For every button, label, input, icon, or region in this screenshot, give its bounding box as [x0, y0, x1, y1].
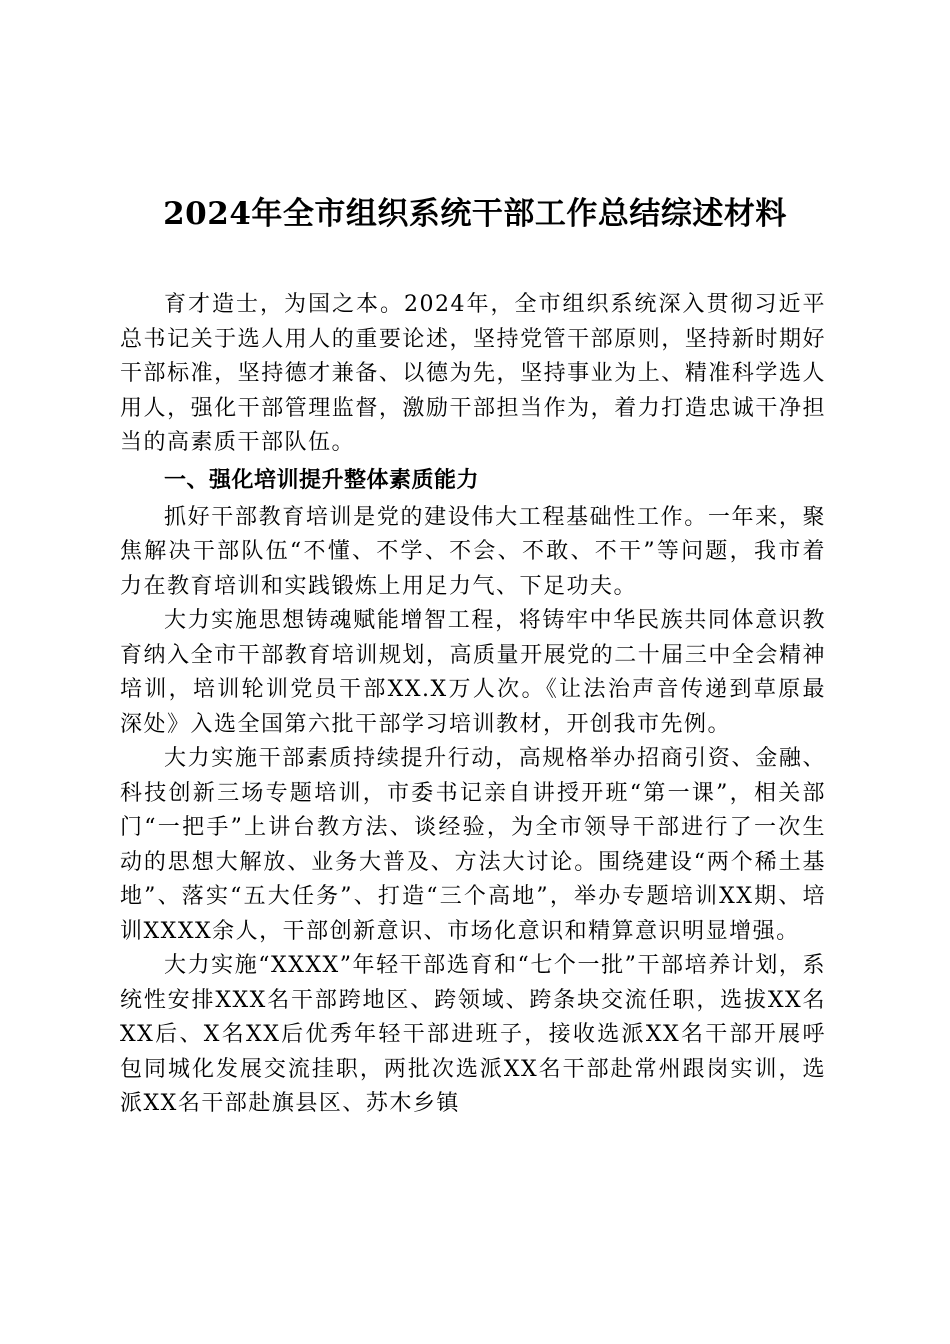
body-paragraph: 大力实施思想铸魂赋能增智工程，将铸牢中华民族共同体意识教育纳入全市干部教育培训规划，高质量开展党的二十届三中全会精神培训，培训轮训党员干部XX.X万人次。《让法治声音传递到草原最深处》入选全国第六批干部学习培训教材，开创我市先例。: [120, 608, 826, 737]
body-paragraph: 大力实施“XXXX”年轻干部选育和“七个一批”干部培养计划，系统性安排XXX名干部跨地区、跨领域、跨条块交流任职，选拔XX名XX后、X名XX后优秀年轻干部进班子，接收选派XX名干部开展呼包同城化发展交流挂职，两批次选派XX名干部赴常州跟岗实训，选派XX名干部赴旗县区、苏木乡镇: [120, 953, 826, 1116]
body-paragraph: 抓好干部教育培训是党的建设伟大工程基础性工作。一年来，聚焦解决干部队伍“不懂、不学、不会、不敢、不干”等问题，我市着力在教育培训和实践锻炼上用足力气、下足功夫。: [120, 504, 826, 599]
intro-paragraph: 育才造士，为国之本。2024年，全市组织系统深入贯彻习近平总书记关于选人用人的重要论述，坚持党管干部原则，坚持新时期好干部标准，坚持德才兼备、以德为先，坚持事业为上、精准科学选人用人，强化干部管理监督，激励干部担当作为，着力打造忠诚干净担当的高素质干部队伍。: [120, 292, 826, 455]
document-body: [120, 288, 826, 1122]
document-title: 2024年全市组织系统干部工作总结综述材料: [163, 195, 787, 232]
section-heading: 一、强化培训提升整体素质能力: [164, 467, 480, 493]
body-paragraph: 大力实施干部素质持续提升行动，高规格举办招商引资、金融、科技创新三场专题培训，市委书记亲自讲授开班“第一课”，相关部门“一把手”上讲台教方法、谈经验，为全市领导干部进行了一次生动的思想大解放、业务大普及、方法大讨论。围绕建设“两个稀土基地”、落实“五大任务”、打造“三个高地”，举办专题培训XX期、培训XXXX余人，干部创新意识、市场化意识和精算意识明显增强。: [120, 746, 826, 944]
